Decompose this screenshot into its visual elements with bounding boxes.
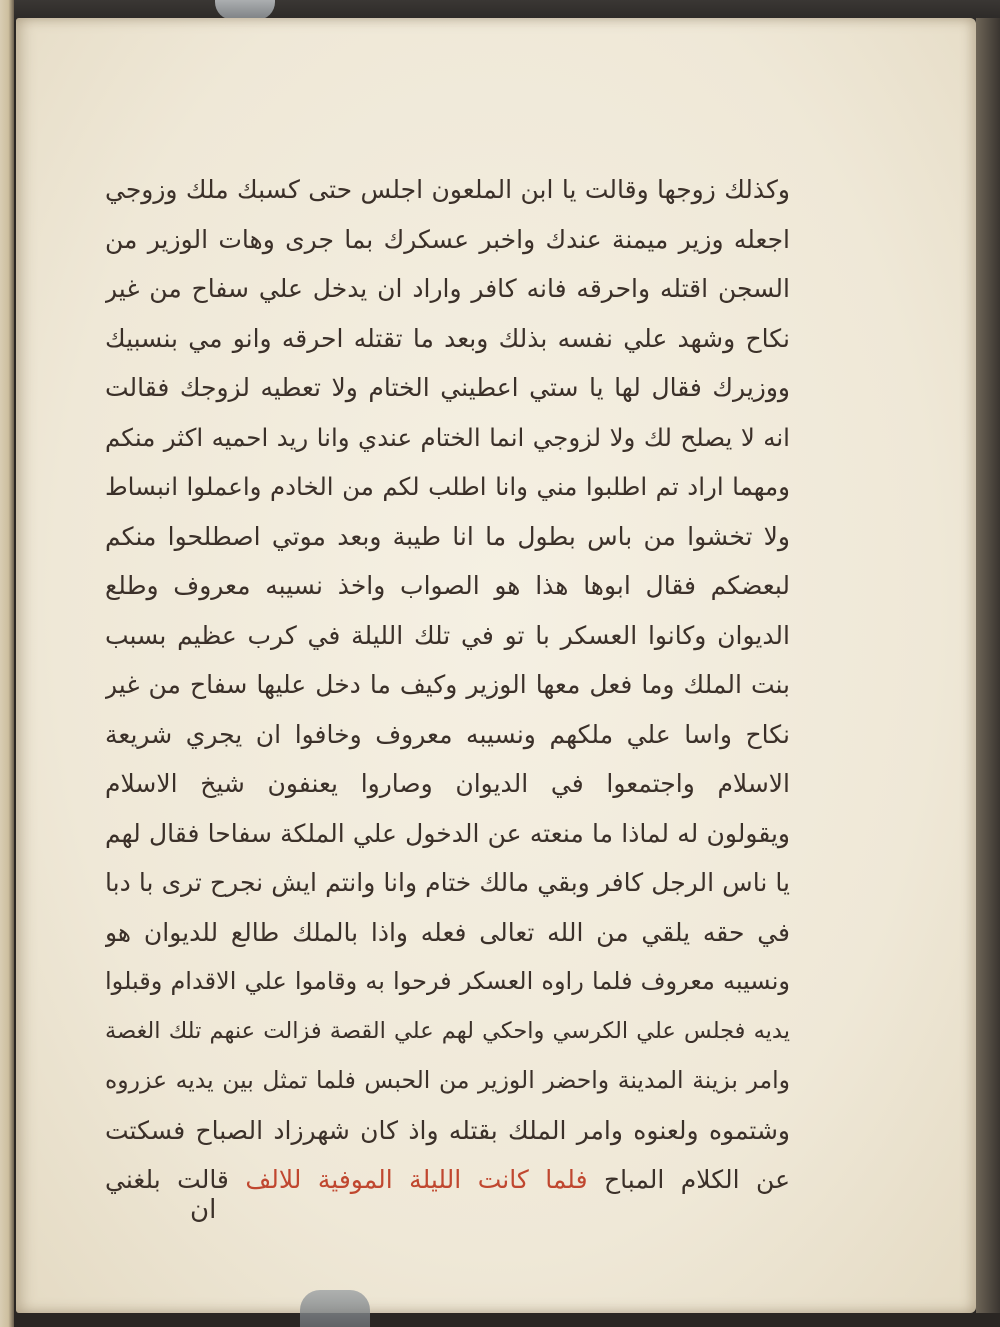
text-line: في حقه يلقي من الله تعالى فعله واذا بالملك طالع للديوان هو bbox=[105, 917, 790, 947]
text-line: السجن اقتله واحرقه فانه كافر واراد ان يدخل علي سفاح من غير bbox=[105, 274, 790, 303]
manuscript-text bbox=[105, 165, 790, 1205]
text-line: ويقولون له لماذا ما منعته عن الدخول علي الملكة سفاحا فقال لهم bbox=[105, 818, 790, 848]
text-line: ونسيبه معروف فلما راوه العسكر فرحوا به وقاموا علي الاقدام وقبلوا bbox=[105, 967, 790, 995]
text-line: وامر بزينة المدينة واحضر الوزير من الحبس فلما تمثل بين يديه عزروه bbox=[105, 1066, 790, 1094]
text-line: اجعله وزير ميمنة عندك واخبر عسكرك بما جرى وهات الوزير من bbox=[105, 224, 790, 254]
page-clip-bottom bbox=[300, 1290, 370, 1327]
facing-page-edge bbox=[0, 0, 14, 1327]
page-clip-top bbox=[215, 0, 275, 20]
last-line-start: عن الكلام المباح bbox=[604, 1165, 790, 1194]
text-line: ولا تخشوا من باس بطول ما انا طيبة وبعد موتي اصطلحوا منكم bbox=[105, 521, 790, 551]
text-line: انه لا يصلح لك ولا لزوجي انما الختام عندي وانا ريد احميه اكثر منكم bbox=[105, 422, 790, 452]
text-line: نكاح وشهد علي نفسه بذلك وبعد ما تقتله احرقه وانو مي بنسبيك bbox=[105, 323, 790, 353]
text-line: نكاح واسا علي ملكهم ونسيبه معروف وخافوا ان يجري شريعة bbox=[105, 719, 790, 749]
text-line: ومهما اراد تم اطلبوا مني وانا اطلب لكم من الخادم واعملوا انبساط bbox=[105, 472, 790, 501]
text-line: يا ناس الرجل كافر وبقي مالك ختام وانا وانتم ايش نجرح ترى با دبا bbox=[105, 868, 790, 897]
text-line: وشتموه ولعنوه وامر الملك بقتله واذ كان شهرزاد الصباح فسكتت bbox=[105, 1115, 790, 1145]
text-line: يديه فجلس علي الكرسي واحكي لهم علي القصة فزالت عنهم تلك الغصة bbox=[105, 1017, 790, 1044]
text-line: ووزيرك فقال لها يا ستي اعطيني الختام ولا تعطيه لزوجك فقالت bbox=[105, 373, 790, 402]
last-line-end: قالت بلغني bbox=[105, 1165, 229, 1194]
text-line: لبعضكم فقال ابوها هذا هو الصواب واخذ نسيبه معروف وطلع bbox=[105, 571, 790, 600]
page-right-shadow bbox=[976, 18, 1000, 1313]
rubric-night-heading: فلما كانت الليلة الموفية للالف bbox=[245, 1165, 588, 1194]
text-line: وكذلك زوجها وقالت يا ابن الملعون اجلس حتى كسبك ملك وزوجي bbox=[105, 175, 790, 204]
text-line: الديوان وكانوا العسكر با تو في تلك الليلة في كرب عظيم بسبب bbox=[105, 620, 790, 650]
text-line: بنت الملك وما فعل معها الوزير وكيف ما دخل عليها سفاح من غير bbox=[105, 670, 790, 699]
catchword: ان bbox=[190, 1195, 217, 1225]
text-line: الاسلام واجتمعوا في الديوان وصاروا يعنفون شيخ الاسلام bbox=[105, 769, 790, 798]
